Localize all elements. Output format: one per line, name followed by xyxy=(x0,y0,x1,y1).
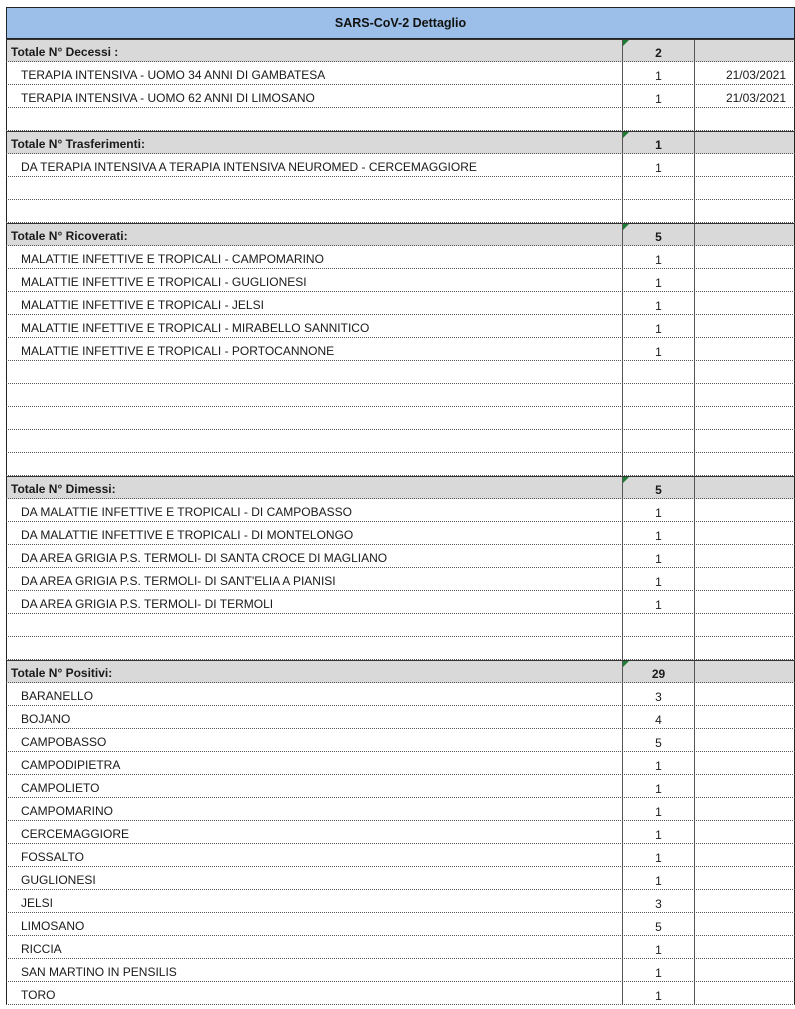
row-label[interactable]: DA AREA GRIGIA P.S. TERMOLI- DI SANT'ELIA A PIANISI xyxy=(6,568,622,590)
row-date[interactable] xyxy=(694,844,795,866)
section-date-cell[interactable] xyxy=(694,661,795,682)
empty-row xyxy=(6,361,795,384)
empty-cell[interactable] xyxy=(622,108,694,130)
row-date[interactable] xyxy=(694,798,795,820)
row-value[interactable]: 1 xyxy=(622,269,694,291)
row-value[interactable]: 1 xyxy=(622,798,694,820)
row-date[interactable] xyxy=(694,821,795,843)
empty-cell[interactable] xyxy=(694,614,795,636)
empty-cell[interactable] xyxy=(622,637,694,659)
row-value[interactable]: 1 xyxy=(622,959,694,981)
table-row xyxy=(6,775,795,798)
row-label[interactable]: DA TERAPIA INTENSIVA A TERAPIA INTENSIVA NEUROMED - CERCEMAGGIORE xyxy=(6,154,622,176)
empty-cell[interactable] xyxy=(694,361,795,383)
row-label[interactable]: JELSI xyxy=(6,890,622,912)
comment-indicator-icon xyxy=(623,132,629,138)
section-total[interactable]: 29 xyxy=(622,661,694,682)
row-value[interactable]: 1 xyxy=(622,292,694,314)
sheet-title[interactable]: SARS-CoV-2 Dettaglio xyxy=(6,7,795,39)
table-row xyxy=(6,338,795,361)
empty-row xyxy=(6,177,795,200)
empty-cell[interactable] xyxy=(6,637,622,659)
section-total[interactable]: 5 xyxy=(622,224,694,245)
row-label[interactable]: BOJANO xyxy=(6,706,622,728)
section-date-cell[interactable] xyxy=(694,132,795,153)
table-row xyxy=(6,844,795,867)
comment-indicator-icon xyxy=(623,661,629,667)
section-header-row xyxy=(6,660,795,683)
row-value[interactable]: 1 xyxy=(622,246,694,268)
row-label[interactable]: TORO xyxy=(6,982,622,1004)
empty-cell[interactable] xyxy=(622,177,694,199)
table-row xyxy=(6,798,795,821)
row-label[interactable]: RICCIA xyxy=(6,936,622,958)
row-date[interactable] xyxy=(694,890,795,912)
row-date[interactable] xyxy=(694,154,795,176)
row-date[interactable] xyxy=(694,913,795,935)
row-value[interactable]: 1 xyxy=(622,821,694,843)
row-date[interactable] xyxy=(694,246,795,268)
empty-cell[interactable] xyxy=(694,384,795,406)
row-label[interactable]: CAMPODIPIETRA xyxy=(6,752,622,774)
empty-cell[interactable] xyxy=(694,453,795,475)
row-value[interactable]: 3 xyxy=(622,683,694,705)
row-date[interactable] xyxy=(694,568,795,590)
empty-cell[interactable] xyxy=(6,614,622,636)
empty-cell[interactable] xyxy=(6,361,622,383)
row-date[interactable] xyxy=(694,269,795,291)
row-label[interactable]: GUGLIONESI xyxy=(6,867,622,889)
row-date[interactable] xyxy=(694,338,795,360)
empty-cell[interactable] xyxy=(622,407,694,429)
row-date[interactable] xyxy=(694,752,795,774)
row-date[interactable] xyxy=(694,982,795,1004)
table-row xyxy=(6,959,795,982)
row-label[interactable]: MALATTIE INFETTIVE E TROPICALI - JELSI xyxy=(6,292,622,314)
table-row xyxy=(6,913,795,936)
table-row xyxy=(6,683,795,706)
sheet-rows xyxy=(6,39,795,1005)
table-row xyxy=(6,591,795,614)
row-label[interactable]: MALATTIE INFETTIVE E TROPICALI - MIRABELLO SANNITICO xyxy=(6,315,622,337)
empty-cell[interactable] xyxy=(694,637,795,659)
row-date[interactable] xyxy=(694,522,795,544)
row-label[interactable]: DA MALATTIE INFETTIVE E TROPICALI - DI MONTELONGO xyxy=(6,522,622,544)
table-row xyxy=(6,890,795,913)
table-row xyxy=(6,315,795,338)
row-value[interactable]: 5 xyxy=(622,913,694,935)
empty-row xyxy=(6,108,795,131)
section-total[interactable]: 5 xyxy=(622,477,694,498)
section-header-row xyxy=(6,223,795,246)
row-label[interactable]: SAN MARTINO IN PENSILIS xyxy=(6,959,622,981)
row-date[interactable] xyxy=(694,959,795,981)
empty-cell[interactable] xyxy=(622,361,694,383)
section-label[interactable]: Totale N° Ricoverati: xyxy=(6,224,622,245)
row-date[interactable] xyxy=(694,591,795,613)
row-label[interactable]: CERCEMAGGIORE xyxy=(6,821,622,843)
row-date[interactable] xyxy=(694,315,795,337)
section-header-row xyxy=(6,39,795,62)
row-label[interactable]: CAMPOLIETO xyxy=(6,775,622,797)
section-label[interactable]: Totale N° Decessi : xyxy=(6,40,622,61)
comment-indicator-icon xyxy=(623,40,629,46)
row-value[interactable]: 4 xyxy=(622,706,694,728)
row-label[interactable]: LIMOSANO xyxy=(6,913,622,935)
table-row xyxy=(6,246,795,269)
empty-cell[interactable] xyxy=(694,108,795,130)
section-date-cell[interactable] xyxy=(694,224,795,245)
row-value[interactable]: 1 xyxy=(622,338,694,360)
table-row xyxy=(6,545,795,568)
section-label[interactable]: Totale N° Dimessi: xyxy=(6,477,622,498)
empty-cell[interactable] xyxy=(622,200,694,222)
row-value[interactable]: 1 xyxy=(622,844,694,866)
row-label[interactable]: MALATTIE INFETTIVE E TROPICALI - GUGLIONESI xyxy=(6,269,622,291)
row-value[interactable]: 1 xyxy=(622,775,694,797)
empty-row xyxy=(6,614,795,637)
row-label[interactable]: TERAPIA INTENSIVA - UOMO 62 ANNI DI LIMOSANO xyxy=(6,85,622,107)
empty-cell[interactable] xyxy=(622,453,694,475)
empty-cell[interactable] xyxy=(694,407,795,429)
empty-cell[interactable] xyxy=(6,453,622,475)
row-value[interactable]: 1 xyxy=(622,867,694,889)
table-row xyxy=(6,821,795,844)
row-date[interactable]: 21/03/2021 xyxy=(694,62,795,84)
empty-cell[interactable] xyxy=(6,108,622,130)
row-label[interactable]: MALATTIE INFETTIVE E TROPICALI - PORTOCANNONE xyxy=(6,338,622,360)
empty-cell[interactable] xyxy=(622,384,694,406)
section-date-cell[interactable] xyxy=(694,40,795,61)
table-row xyxy=(6,752,795,775)
empty-cell[interactable] xyxy=(6,200,622,222)
row-date[interactable]: 21/03/2021 xyxy=(694,85,795,107)
row-label[interactable]: TERAPIA INTENSIVA - UOMO 34 ANNI DI GAMBATESA xyxy=(6,62,622,84)
row-label[interactable]: DA AREA GRIGIA P.S. TERMOLI- DI TERMOLI xyxy=(6,591,622,613)
row-value[interactable]: 1 xyxy=(622,62,694,84)
row-value[interactable]: 5 xyxy=(622,729,694,751)
table-row xyxy=(6,85,795,108)
empty-row xyxy=(6,637,795,660)
table-row xyxy=(6,936,795,959)
row-value[interactable]: 1 xyxy=(622,499,694,521)
table-row xyxy=(6,154,795,177)
empty-row xyxy=(6,384,795,407)
table-row xyxy=(6,729,795,752)
table-row xyxy=(6,522,795,545)
section-label[interactable]: Totale N° Trasferimenti: xyxy=(6,132,622,153)
table-row xyxy=(6,867,795,890)
spreadsheet xyxy=(6,7,795,1005)
table-row xyxy=(6,706,795,729)
empty-cell[interactable] xyxy=(6,407,622,429)
empty-cell[interactable] xyxy=(6,177,622,199)
row-label[interactable]: DA AREA GRIGIA P.S. TERMOLI- DI SANTA CROCE DI MAGLIANO xyxy=(6,545,622,567)
row-value[interactable]: 1 xyxy=(622,936,694,958)
row-date[interactable] xyxy=(694,729,795,751)
row-label[interactable]: DA MALATTIE INFETTIVE E TROPICALI - DI CAMPOBASSO xyxy=(6,499,622,521)
comment-indicator-icon xyxy=(623,224,629,230)
row-value[interactable]: 1 xyxy=(622,85,694,107)
table-row xyxy=(6,982,795,1005)
section-date-cell[interactable] xyxy=(694,477,795,498)
row-value[interactable]: 1 xyxy=(622,591,694,613)
table-row xyxy=(6,292,795,315)
row-value[interactable]: 1 xyxy=(622,545,694,567)
row-date[interactable] xyxy=(694,499,795,521)
section-header-row xyxy=(6,476,795,499)
row-label[interactable]: FOSSALTO xyxy=(6,844,622,866)
comment-indicator-icon xyxy=(623,477,629,483)
row-value[interactable]: 1 xyxy=(622,568,694,590)
empty-cell[interactable] xyxy=(622,614,694,636)
row-label[interactable]: CAMPOMARINO xyxy=(6,798,622,820)
row-date[interactable] xyxy=(694,683,795,705)
empty-cell[interactable] xyxy=(694,200,795,222)
empty-cell[interactable] xyxy=(694,430,795,452)
empty-cell[interactable] xyxy=(694,177,795,199)
row-value[interactable]: 1 xyxy=(622,315,694,337)
row-value[interactable]: 3 xyxy=(622,890,694,912)
row-value[interactable]: 1 xyxy=(622,154,694,176)
row-label[interactable]: CAMPOBASSO xyxy=(6,729,622,751)
row-date[interactable] xyxy=(694,292,795,314)
row-date[interactable] xyxy=(694,867,795,889)
row-value[interactable]: 1 xyxy=(622,752,694,774)
row-date[interactable] xyxy=(694,545,795,567)
table-row xyxy=(6,568,795,591)
row-date[interactable] xyxy=(694,775,795,797)
empty-row xyxy=(6,407,795,430)
row-label[interactable]: BARANELLO xyxy=(6,683,622,705)
row-value[interactable]: 1 xyxy=(622,522,694,544)
table-row xyxy=(6,62,795,85)
section-total[interactable]: 1 xyxy=(622,132,694,153)
empty-cell[interactable] xyxy=(622,430,694,452)
row-date[interactable] xyxy=(694,706,795,728)
section-header-row xyxy=(6,131,795,154)
table-row xyxy=(6,269,795,292)
empty-row xyxy=(6,430,795,453)
row-value[interactable]: 1 xyxy=(622,982,694,1004)
table-row xyxy=(6,499,795,522)
section-label[interactable]: Totale N° Positivi: xyxy=(6,661,622,682)
empty-cell[interactable] xyxy=(6,384,622,406)
empty-cell[interactable] xyxy=(6,430,622,452)
empty-row xyxy=(6,200,795,223)
section-total[interactable]: 2 xyxy=(622,40,694,61)
row-label[interactable]: MALATTIE INFETTIVE E TROPICALI - CAMPOMARINO xyxy=(6,246,622,268)
row-date[interactable] xyxy=(694,936,795,958)
empty-row xyxy=(6,453,795,476)
